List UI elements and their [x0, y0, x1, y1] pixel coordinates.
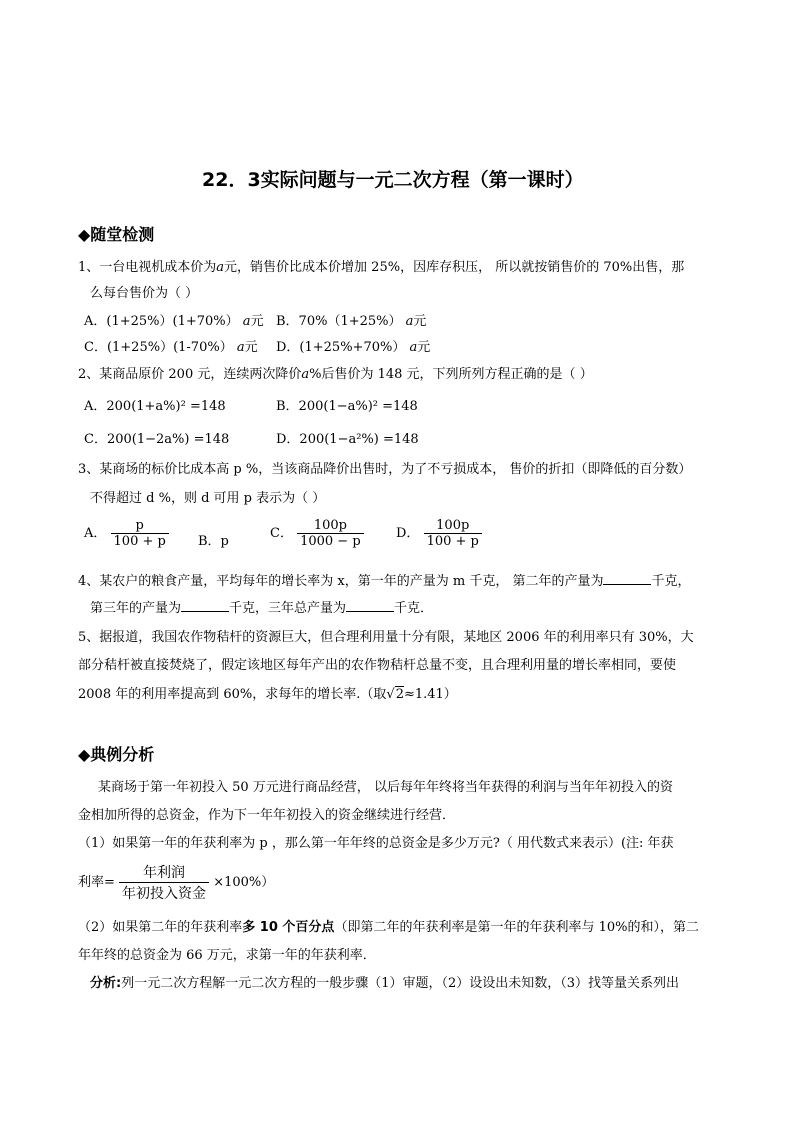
- variable-a: a: [301, 367, 310, 382]
- variable-a: a: [236, 340, 245, 355]
- formula-tail: ×100%）: [213, 875, 275, 890]
- q3-option-a: [84, 518, 169, 549]
- q1-text-post: 元，销售价比成本价增加 25%，因库存积压， 所以就按销售价的 70%出售，那: [224, 260, 685, 275]
- q3-option-c: [270, 518, 364, 549]
- unit: 元: [413, 314, 427, 329]
- answer-blank[interactable]: [181, 599, 229, 612]
- denominator: 100 + p: [113, 534, 166, 549]
- question-4-line-2: [90, 597, 433, 616]
- q2-option-d: D．200(1−a²%) =148: [276, 432, 419, 447]
- q1-option-b: [276, 310, 426, 329]
- q1-option-a-text: A．(1+25%）(1+70%）: [84, 314, 239, 329]
- question-5-line-2: 部分秸杆被直接焚烧了，假定该地区每年产出的农作物秸杆总量不变，且合理利用量的增长率相同，要使: [78, 658, 677, 673]
- denominator: 年初投入资金: [122, 886, 207, 902]
- analysis-line: [90, 972, 679, 991]
- question-1-line-2: 么每台售价为（ ）: [90, 286, 199, 301]
- q4-text-post: 千克，: [651, 574, 691, 589]
- variable-a: a: [242, 314, 251, 329]
- variable-a: a: [216, 260, 225, 275]
- unit: 元: [417, 340, 431, 355]
- section-heading-practice: ◆随堂检测: [78, 225, 155, 244]
- numerator: p: [111, 518, 169, 534]
- q4-text-c: 千克．: [394, 601, 434, 616]
- example-part-1-line-1: （1）如果第一年的年获利率为 p ，那么第一年年终的总资金是多少万元?（ 用代数式来表示）(注: 年获: [78, 836, 674, 851]
- answer-blank[interactable]: [603, 572, 651, 585]
- numerator: 100p: [424, 518, 482, 534]
- fraction: [111, 518, 169, 549]
- sqrt-radicand: 2: [395, 687, 404, 702]
- unit: 元: [250, 314, 264, 329]
- denominator: 100 + p: [426, 534, 479, 549]
- example-paragraph-1-line-1: 某商场于第一年初投入 50 万元进行商品经营， 以后每年年终将当年获得的利润与当年年初投入的资: [98, 780, 673, 795]
- variable-a: a: [405, 314, 414, 329]
- question-3-line-2: 不得超过 d %，则 d 可用 p 表示为（ ）: [90, 491, 326, 506]
- q2-option-a: A．200(1+a%)² =148: [84, 399, 226, 414]
- example-part-2-line-2: 年年终的总资金为 66 万元，求第一年的年获利率．: [78, 948, 376, 963]
- page-title: 22．3实际问题与一元二次方程（第一课时）: [202, 169, 584, 191]
- q2-option-b: B．200(1−a%)² =148: [276, 399, 418, 414]
- question-2-text: [78, 363, 593, 382]
- question-5-line-3: 2008 年的利用率提高到 60%，求每年的增长率.（取√2≈1.41）: [78, 687, 457, 702]
- q2-text-post: %后售价为 148 元，下列所列方程正确的是（ ）: [309, 367, 593, 382]
- analysis-text: 列一元二次方程解一元二次方程的一般步骤（1）审题，（2）设设出未知数，（3）找等量关系列出: [121, 976, 680, 991]
- question-1-line-1: [78, 256, 684, 275]
- q4-text-a: 第三年的产量为: [90, 601, 182, 616]
- emphasis-text: 多 10 个百分点: [242, 920, 335, 935]
- q5-text-pre: 2008 年的利用率提高到 60%，求每年的增长率.（取: [78, 687, 387, 702]
- q1-option-c: [84, 336, 258, 355]
- q3-option-d: [396, 518, 482, 549]
- q1-option-b-text: B．70%（1+25%）: [276, 314, 402, 329]
- question-4-line-1: [78, 570, 690, 589]
- section-heading-example: ◆典例分析: [78, 745, 155, 764]
- example-paragraph-1-line-2: 金相加所得的总资金，作为下一年年初投入的资金继续进行经营．: [78, 808, 456, 823]
- q3-option-b: B．p: [198, 534, 229, 549]
- option-label: A．: [84, 526, 107, 541]
- unit: 元: [244, 340, 258, 355]
- option-label: C．: [270, 526, 293, 541]
- q2-option-c: C．200(1−2a%) =148: [84, 432, 230, 447]
- option-label: D．: [396, 526, 420, 541]
- example-part-1-line-2: [78, 862, 274, 903]
- variable-a: a: [409, 340, 418, 355]
- fraction: [297, 518, 364, 549]
- formula-label: 利率=: [78, 875, 115, 890]
- q4-text-pre: 4、某农户的粮食产量，平均每年的增长率为 x，第一年的产量为 m 千克， 第二年的产量为: [78, 574, 604, 589]
- numerator: 年利润: [119, 862, 209, 883]
- q1-option-c-text: C．(1+25%）(1-70%）: [84, 340, 233, 355]
- fraction: [119, 862, 209, 903]
- q5-text-post: ≈1.41）: [403, 687, 457, 702]
- q1-text-pre: 1、一台电视机成本价为: [78, 260, 217, 275]
- fraction: [424, 518, 482, 549]
- question-3-line-1: 3、某商场的标价比成本高 p %，当该商品降价出售时，为了不亏损成本， 售价的折扣（即降低的百分数）: [78, 462, 692, 477]
- analysis-label: 分析:: [90, 976, 122, 991]
- q4-text-b: 千克，三年总产量为: [229, 601, 347, 616]
- q1-option-a: [84, 310, 264, 329]
- numerator: 100p: [297, 518, 364, 534]
- question-5-line-1: 5、据报道，我国农作物秸杆的资源巨大，但合理利用量十分有限，某地区 2006 年的利用率只有 30%，大: [78, 630, 694, 645]
- q1-option-d-text: D．(1+25%+70%）: [276, 340, 406, 355]
- q1-option-d: [276, 336, 430, 355]
- q2-text-pre: 2、某商品原价 200 元，连续两次降价: [78, 367, 302, 382]
- example-part-2-line-1: [78, 916, 699, 935]
- part2-text-post: （即第二年的年获利率是第一年的年获利率与 10%的和），第二: [334, 920, 699, 935]
- denominator: 1000 − p: [300, 534, 361, 549]
- part2-text-pre: （2）如果第二年的年获利率: [78, 920, 243, 935]
- answer-blank[interactable]: [346, 599, 394, 612]
